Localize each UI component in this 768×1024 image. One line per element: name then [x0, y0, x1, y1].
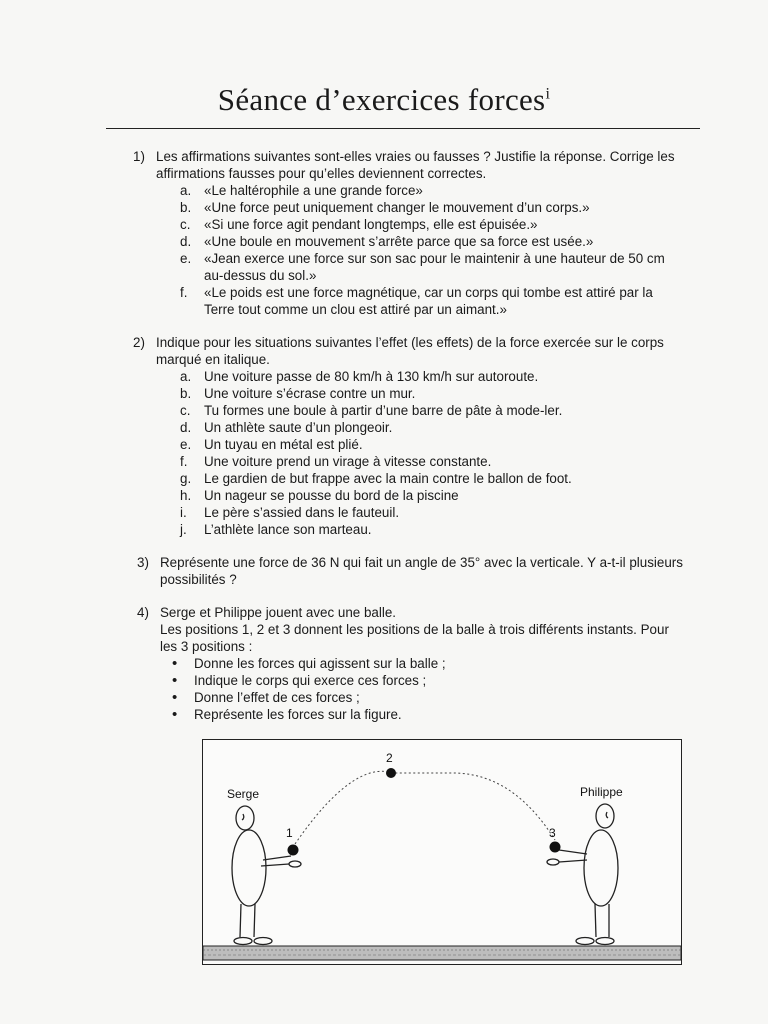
- item-marker: h.: [180, 488, 192, 503]
- item-text: Un tuyau en métal est plié.: [204, 437, 363, 452]
- ground: [203, 946, 681, 960]
- serge-arm: [263, 856, 291, 860]
- title-text: Séance d’exercices forces: [217, 82, 546, 117]
- title-footnote-mark: i: [545, 85, 551, 103]
- item-text: Le gardien de but frappe avec la main contre le ballon de foot.: [204, 471, 572, 486]
- item-marker: a.: [180, 369, 192, 384]
- item-marker: d.: [180, 234, 192, 249]
- question-number: 1): [133, 149, 145, 164]
- list-item: [180, 216, 680, 233]
- serge-leg: [254, 904, 255, 937]
- philippe-body: [584, 830, 618, 906]
- item-text: L’athlète lance son marteau.: [204, 522, 372, 537]
- item-text: Une voiture prend un virage à vitesse constante.: [204, 454, 492, 469]
- question-number: 2): [133, 335, 145, 350]
- philippe-hand: [547, 859, 559, 865]
- item-marker: f.: [180, 285, 188, 300]
- philippe-label: Philippe: [580, 785, 623, 799]
- list-item: [180, 521, 680, 538]
- item-text: Une voiture passe de 80 km/h à 130 km/h sur autoroute.: [204, 369, 539, 384]
- serge-hand: [289, 861, 301, 867]
- ball-position-1: [288, 845, 299, 856]
- serge-label: Serge: [227, 787, 260, 801]
- list-item: [180, 284, 680, 318]
- figure-drawing: [203, 740, 681, 964]
- item-marker: c.: [180, 217, 191, 232]
- item-text: Donne l’effet de ces forces ;: [194, 690, 360, 705]
- philippe-head: [596, 804, 614, 828]
- serge-face: [242, 814, 244, 820]
- item-text: «Une boule en mouvement s’arrête parce que sa force est usée.»: [204, 234, 594, 249]
- item-marker: b.: [180, 200, 192, 215]
- item-marker: a.: [180, 183, 192, 198]
- item-text: Indique le corps qui exerce ces forces ;: [194, 673, 427, 688]
- question-intro: Serge et Philippe jouent avec une balle.: [160, 605, 396, 620]
- page-title: [0, 82, 768, 118]
- list-item: [180, 182, 680, 199]
- serge-foot: [254, 938, 272, 945]
- question-number: 4): [137, 605, 149, 620]
- list-item: [180, 233, 680, 250]
- list-item: [180, 504, 680, 521]
- item-text: Un nageur se pousse du bord de la piscine: [204, 488, 459, 503]
- item-marker: f.: [180, 454, 188, 469]
- philippe-foot: [596, 938, 614, 945]
- philippe-foot: [576, 938, 594, 945]
- serge-arm: [261, 864, 289, 866]
- position-2-label: 2: [386, 751, 393, 765]
- list-item: [180, 250, 680, 284]
- question-intro: Les affirmations suivantes sont-elles vraies ou fausses ? Justifie la réponse. Corrige les affirmations fausses pour qu’elles deviennent correctes.: [156, 149, 675, 181]
- list-item: [180, 436, 680, 453]
- position-1-label: 1: [286, 826, 293, 840]
- item-text: Représente les forces sur la figure.: [194, 707, 402, 722]
- ball-trajectory: [295, 771, 555, 844]
- question-intro: Indique pour les situations suivantes l’effet (les effets) de la force exercée sur le corps marqué en italique.: [156, 335, 664, 367]
- item-text: Tu formes une boule à partir d’une barre de pâte à mode-ler.: [204, 403, 563, 418]
- item-marker: c.: [180, 403, 191, 418]
- item-text: Un athlète saute d’un plongeoir.: [204, 420, 393, 435]
- position-3-label: 3: [549, 826, 556, 840]
- item-text: «Si une force agit pendant longtemps, elle est épuisée.»: [204, 217, 538, 232]
- question-intro-2: Les positions 1, 2 et 3 donnent les positions de la balle à trois différents instants. Pour les 3 positions :: [160, 622, 669, 654]
- item-text: «Le haltérophile a une grande force»: [204, 183, 423, 198]
- list-item: [180, 385, 680, 402]
- serge-foot: [234, 938, 252, 945]
- list-item: [180, 368, 680, 385]
- list-item: [180, 470, 680, 487]
- bullet-marker: •: [172, 689, 178, 706]
- question-text: Représente une force de 36 N qui fait un angle de 35° avec la verticale. Y a-t-il plusieurs possibilités ?: [160, 555, 683, 587]
- philippe-arm: [559, 860, 587, 862]
- item-text: «Une force peut uniquement changer le mouvement d’un corps.»: [204, 200, 590, 215]
- item-marker: g.: [180, 471, 192, 486]
- bullet-marker: •: [172, 706, 178, 723]
- philippe-face: [606, 812, 608, 818]
- philippe-arm: [559, 850, 587, 854]
- item-marker: e.: [180, 251, 192, 266]
- item-text: «Jean exerce une force sur son sac pour le maintenir à une hauteur de 50 cm au-dessus du sol.»: [204, 251, 665, 283]
- list-item: [168, 689, 668, 706]
- title-rule: [106, 128, 700, 129]
- item-text: «Le poids est une force magnétique, car un corps qui tombe est attiré par la Terre tout comme un clou est attiré par un aimant.»: [204, 285, 653, 317]
- philippe-leg: [595, 904, 596, 937]
- ball-position-3: [550, 842, 561, 853]
- item-marker: j.: [180, 522, 187, 537]
- philippe-figure: [547, 804, 618, 945]
- ball-trajectory-figure: [202, 739, 682, 965]
- item-text: Donne les forces qui agissent sur la balle ;: [194, 656, 446, 671]
- question-number: 3): [137, 555, 149, 570]
- item-marker: i.: [180, 505, 187, 520]
- item-text: Une voiture s’écrase contre un mur.: [204, 386, 416, 401]
- list-item: [180, 487, 680, 504]
- serge-body: [232, 830, 266, 906]
- ball-position-2: [386, 768, 396, 778]
- serge-head: [236, 806, 254, 830]
- bullet-marker: •: [172, 655, 178, 672]
- list-item: [168, 672, 668, 689]
- list-item: [180, 199, 680, 216]
- list-item: [180, 402, 680, 419]
- list-item: [168, 655, 668, 672]
- serge-leg: [240, 904, 241, 937]
- item-marker: b.: [180, 386, 192, 401]
- list-item: [180, 419, 680, 436]
- list-item: [180, 453, 680, 470]
- item-marker: d.: [180, 420, 192, 435]
- list-item: [168, 706, 668, 723]
- item-marker: e.: [180, 437, 192, 452]
- bullet-marker: •: [172, 672, 178, 689]
- item-text: Le père s’assied dans le fauteuil.: [204, 505, 400, 520]
